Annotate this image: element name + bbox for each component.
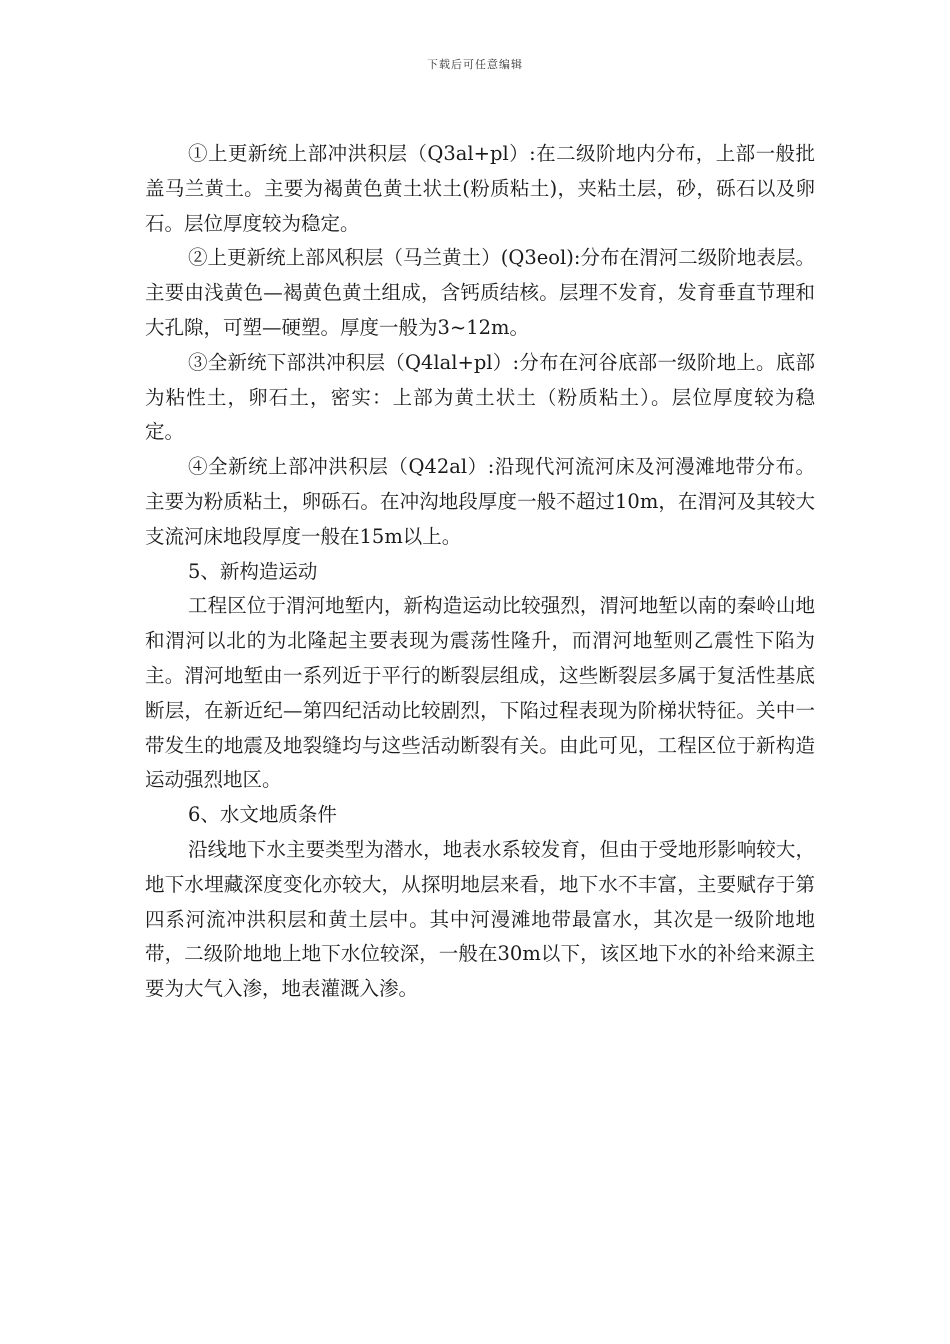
paragraph-q3al-pl: ①上更新统上部冲洪积层（Q3al+pl）:在二级阶地内分布，上部一般批盖马兰黄土。主要为褐黄色黄土状土(粉质粘土)，夹粘土层，砂，砾石以及卵石。层位厚度较为稳定。 <box>145 142 815 235</box>
paragraph-q42al: ④全新统上部冲洪积层（Q42al）:沿现代河流河床及河漫滩地带分布。主要为粉质粘土，卵砾石。在冲沟地段厚度一般不超过10m，在渭河及其较大支流河床地段厚度一般在15m以上。 <box>145 455 815 548</box>
paragraph-q4lal-pl: ③全新统下部洪冲积层（Q4lal+pl）:分布在河谷底部一级阶地上。底部为粘性土，卵石土，密实：上部为黄土状土（粉质粘土）。层位厚度较为稳定。 <box>145 350 815 444</box>
paragraph-hydrogeology: 沿线地下水主要类型为潜水，地表水系较发育，但由于受地形影响较大，地下水埋藏深度变化亦较大，从探明地层来看，地下水不丰富，主要赋存于第四系河流冲洪积层和黄土层中。其中河漫滩地带最富水，其次是一级阶地地带，二级阶地地上地下水位较深，一般在30m以下，该区地下水的补给来源主要为大气入渗，地表灌溉入渗。 <box>145 837 815 1001</box>
section-heading-hydrogeology: 6、水文地质条件 <box>188 803 337 827</box>
section-heading-neotectonics: 5、新构造运动 <box>188 559 318 583</box>
paragraph-neotectonics: 工程区位于渭河地堑内，新构造运动比较强烈，渭河地堑以南的秦岭山地和渭河以北的为北隆起主要表现为震荡性隆升，而渭河地堑则乙震性下陷为主。渭河地堑由一系列近于平行的断裂层组成，这些断裂层多属于复活性基底断层，在新近纪—第四纪活动比较剧烈，下陷过程表现为阶梯状特征。关中一带发生的地震及地裂缝均与这些活动断裂有关。由此可见，工程区位于新构造运动强烈地区。 <box>145 594 815 792</box>
paragraph-q3eol: ②上更新统上部风积层（马兰黄土）(Q3eol):分布在渭河二级阶地表层。主要由浅黄色—褐黄色黄土组成，含钙质结核。层理不发育，发育垂直节理和大孔隙，可塑—硬塑。厚度一般为3~12m。 <box>145 246 815 339</box>
page-header: 下载后可任意编辑 <box>427 58 523 71</box>
document-body <box>145 137 815 1007</box>
